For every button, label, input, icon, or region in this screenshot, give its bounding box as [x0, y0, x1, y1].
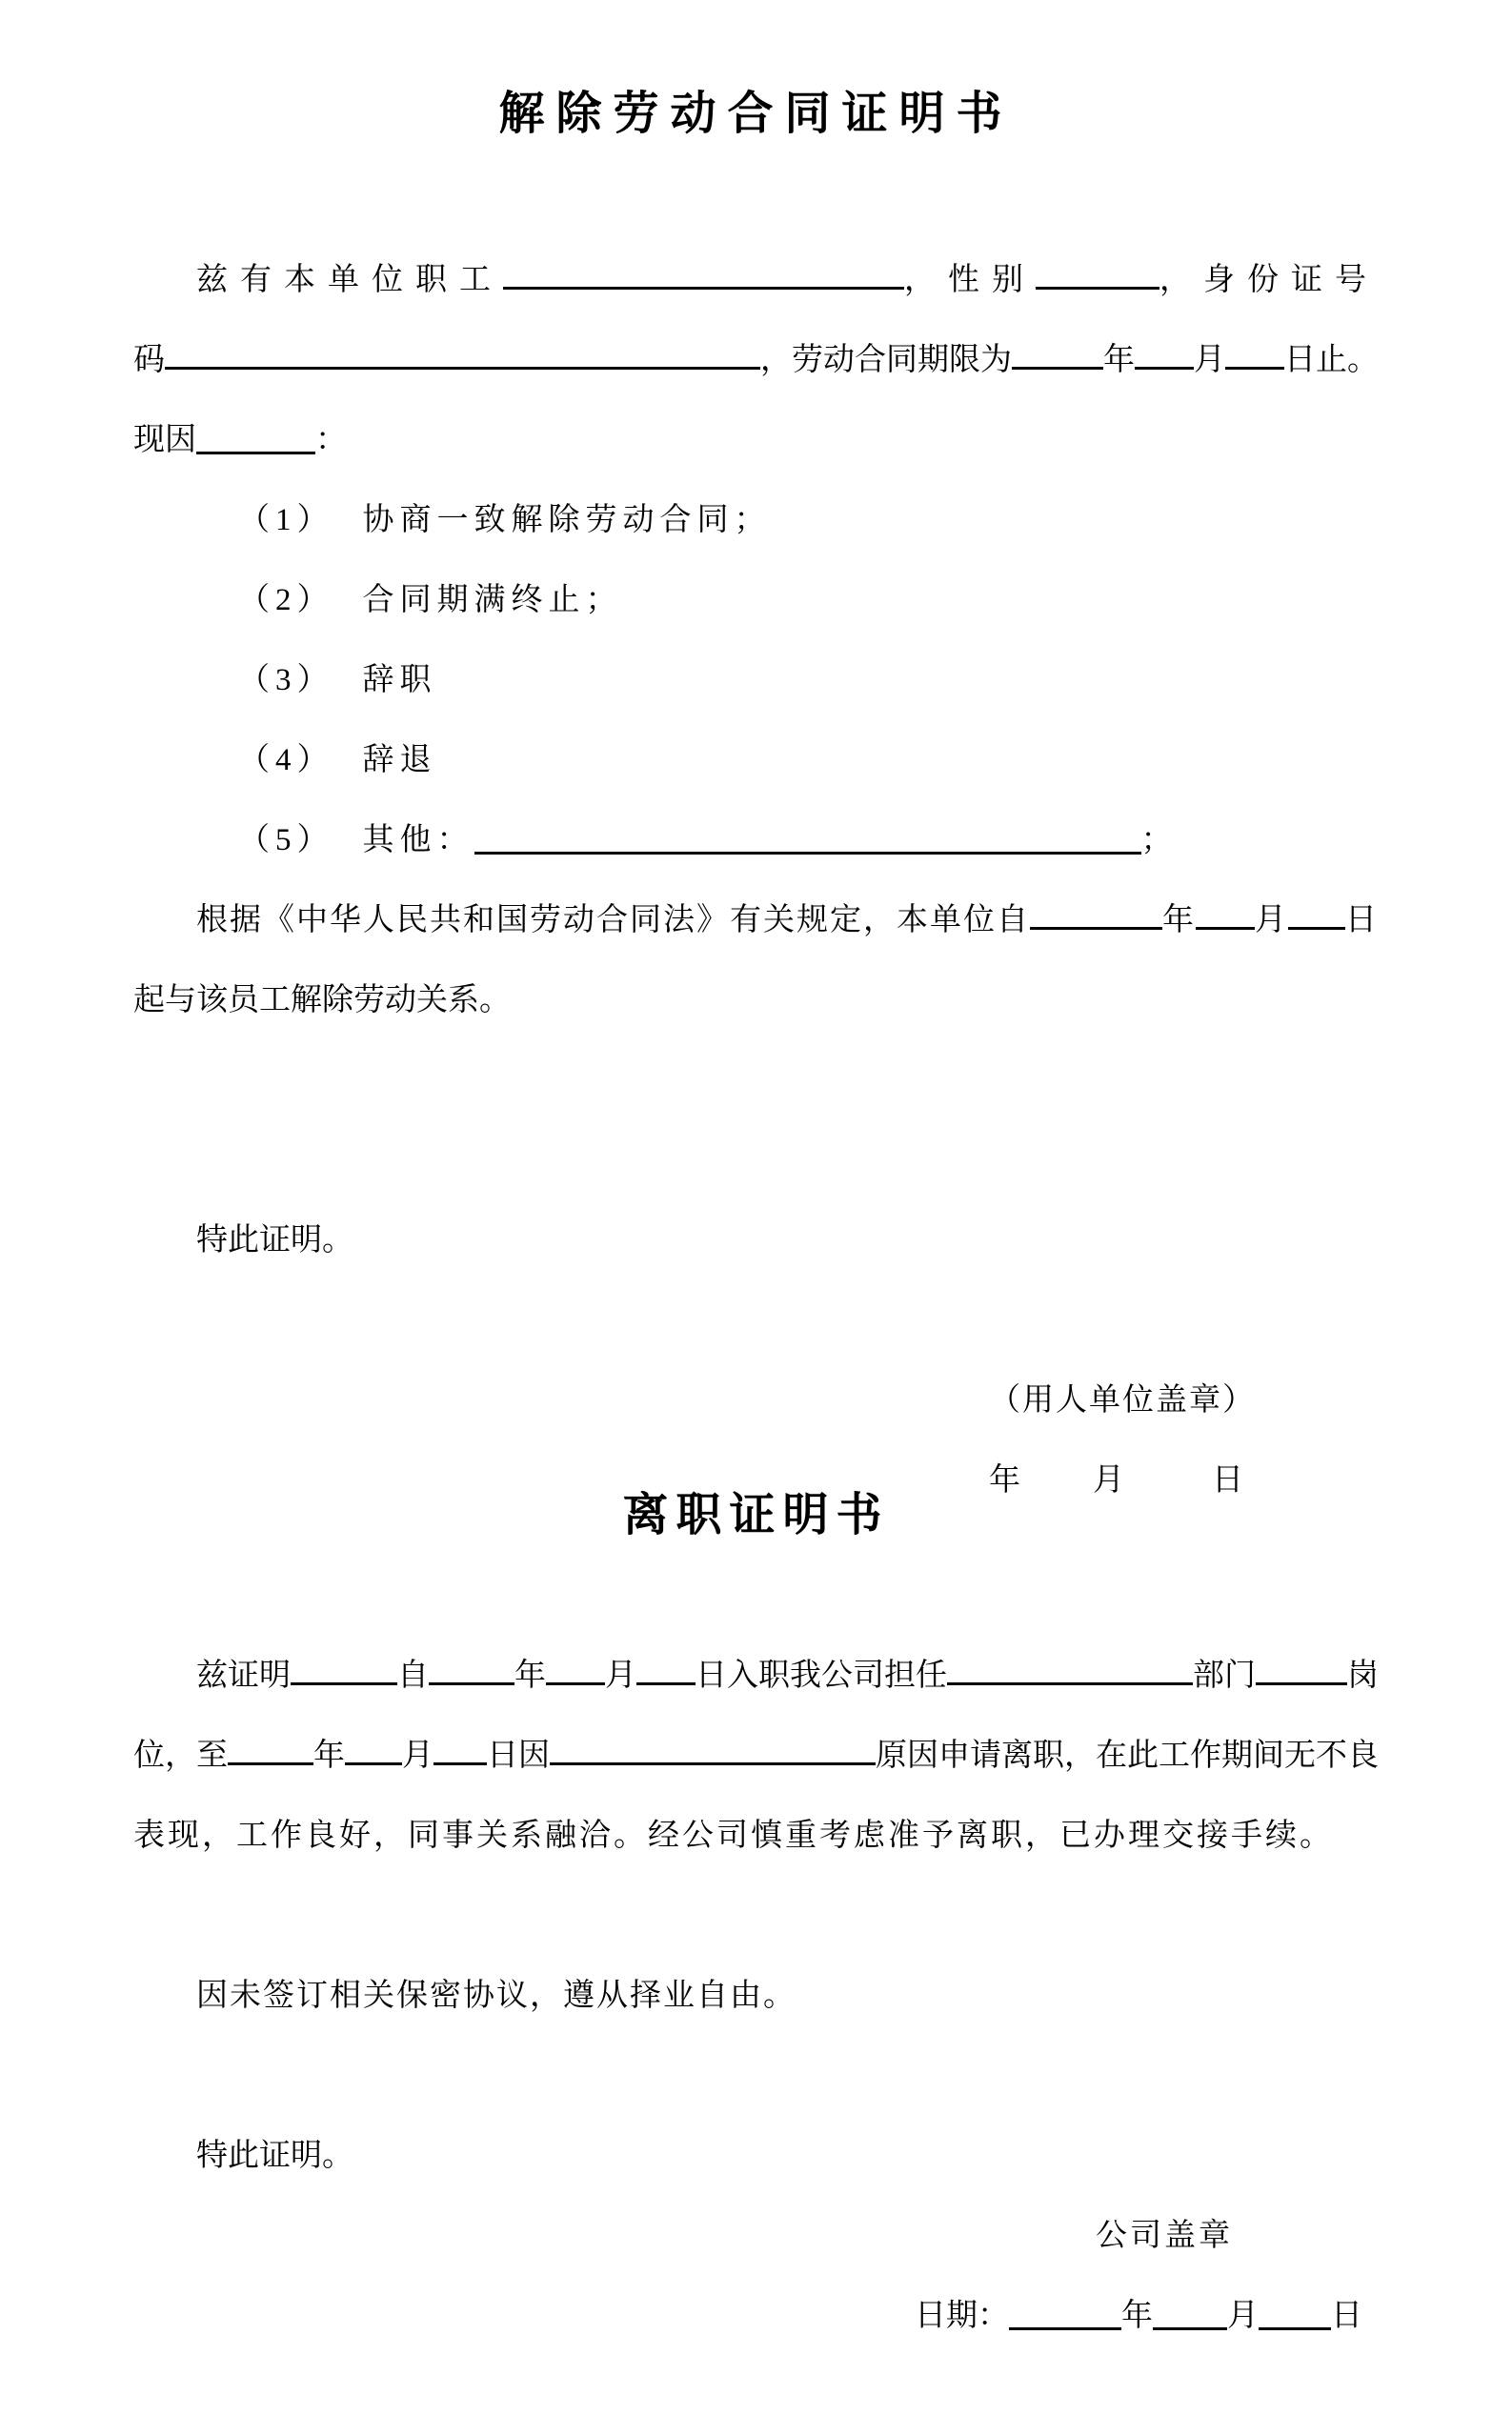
blank-underline-field [1288, 927, 1345, 930]
date-line [133, 2276, 1379, 2356]
blank-underline-field [1135, 367, 1194, 370]
text-segment: 日因 [487, 1739, 550, 1773]
blank-underline-field [429, 1682, 514, 1685]
blank-underline-field [1196, 927, 1255, 930]
spacer [334, 689, 363, 690]
text-segment: 月 [1227, 2299, 1259, 2333]
text-segment: 辞职 [362, 663, 437, 697]
text-segment: ，劳动合同期限为 [760, 343, 1012, 377]
text-segment: 根据《中华人民共和国劳动合同法》有关规定，本单位自 [196, 903, 1030, 937]
text-segment: 岗 [1347, 1659, 1379, 1693]
text-segment: 位，至 [133, 1739, 228, 1773]
spacer [1020, 1489, 1093, 1490]
reason-intro-line [133, 400, 1379, 480]
confidentiality-line [133, 1956, 1379, 2036]
text-segment: 月 [1093, 1463, 1124, 1498]
reason-option-4 [133, 720, 1379, 800]
text-segment: （4） [238, 743, 334, 777]
text-segment: 自 [397, 1659, 429, 1693]
spacer [1124, 1489, 1212, 1490]
certify-statement-line-2 [133, 2116, 1379, 2196]
blank-underline-field [1009, 2327, 1121, 2330]
resignation-info-line-1 [133, 1636, 1379, 1716]
text-segment: 年 [1103, 343, 1135, 377]
text-segment: 月 [605, 1659, 636, 1693]
text-segment: 特此证明。 [196, 1223, 353, 1258]
resignation-info-line-3 [133, 1796, 1379, 1876]
blank-underline-field [345, 1762, 402, 1765]
blank-underline-field [228, 1762, 313, 1765]
spacer [334, 609, 363, 610]
text-segment: 辞退 [362, 743, 437, 777]
text-segment: 特此证明。 [196, 2139, 353, 2173]
legal-basis-line-1 [133, 880, 1379, 960]
text-segment: 月 [1194, 343, 1225, 377]
text-segment: 其他： [362, 823, 474, 857]
text-segment: 年 [514, 1659, 546, 1693]
text-segment: （2） [238, 583, 334, 617]
reason-option-5 [133, 800, 1379, 880]
text-segment: （5） [238, 823, 334, 857]
blank-underline-field [546, 1682, 605, 1685]
employee-info-line-2 [133, 320, 1379, 400]
text-segment: ，性别 [904, 263, 1036, 297]
text-segment: 年 [1162, 903, 1196, 937]
text-segment: （1） [238, 503, 334, 537]
resignation-info-line-2 [133, 1716, 1379, 1796]
resignation-certificate-title: 离职证明书 [622, 1490, 890, 1540]
text-segment: 日止。 [1284, 343, 1379, 377]
blank-underline-field [291, 1682, 397, 1685]
blank-underline-field [1153, 2327, 1227, 2330]
text-segment: 起与该员工解除劳动关系。 [133, 983, 511, 1017]
text-segment: 部门 [1193, 1659, 1256, 1693]
text-segment: 合同期满终止； [362, 583, 623, 617]
text-segment: 现因 [133, 423, 196, 457]
spacer [334, 769, 363, 770]
text-segment: 兹有本单位职工 [196, 263, 503, 297]
blank-underline-field [196, 452, 315, 454]
text-segment: 协商一致解除劳动合同； [362, 503, 772, 537]
certify-statement-line [133, 1200, 1379, 1280]
blank-underline-field [1030, 927, 1162, 930]
text-segment: 年 [313, 1739, 345, 1773]
blank-underline-field [550, 1762, 876, 1765]
reason-option-3 [133, 640, 1379, 720]
blank-underline-field [636, 1682, 696, 1685]
employer-seal-line [133, 1360, 1379, 1440]
text-segment: ，身份证号 [1159, 263, 1379, 297]
spacer [334, 849, 363, 850]
blank-underline-field [503, 287, 904, 290]
text-segment: 码 [133, 343, 165, 377]
blank-underline-field [1225, 367, 1284, 370]
text-segment: 年 [989, 1463, 1020, 1498]
text-segment: 公司盖章 [1096, 2219, 1233, 2253]
text-segment: ： [315, 423, 347, 457]
text-segment: （3） [238, 663, 334, 697]
spacer [334, 529, 363, 530]
termination-certificate-title: 解除劳动合同证明书 [498, 89, 1014, 139]
text-segment: 月 [402, 1739, 433, 1773]
text-segment: 年 [1121, 2299, 1153, 2333]
legal-basis-line-2 [133, 960, 1379, 1040]
blank-underline-field [1012, 367, 1103, 370]
text-segment: 日入职我公司担任 [696, 1659, 947, 1693]
blank-underline-field [947, 1682, 1193, 1685]
text-segment: 日 [1331, 2299, 1362, 2333]
employee-info-line-1 [133, 240, 1379, 320]
blank-underline-field [433, 1762, 487, 1765]
text-segment: 日 [1345, 903, 1379, 937]
reason-option-1 [133, 480, 1379, 560]
text-segment: ； [1140, 823, 1179, 857]
text-segment: （用人单位盖章） [989, 1383, 1256, 1418]
text-segment: 月 [1255, 903, 1288, 937]
reason-option-2 [133, 560, 1379, 640]
blank-underline-field [1259, 2327, 1331, 2330]
text-segment: 因未签订相关保密协议，遵从择业自由。 [196, 1979, 796, 2013]
text-segment: 日期： [915, 2299, 1009, 2333]
blank-underline-field [1036, 287, 1159, 290]
text-segment: 原因申请离职，在此工作期间无不良 [876, 1739, 1379, 1773]
company-seal-line [133, 2196, 1379, 2276]
resignation-certificate-body [133, 1636, 1379, 2356]
blank-underline-field [1256, 1682, 1347, 1685]
text-segment: 日 [1212, 1463, 1243, 1498]
text-segment: 兹证明 [196, 1659, 291, 1693]
blank-underline-field [474, 852, 1141, 855]
blank-underline-field [165, 367, 760, 370]
text-segment: 表现，工作良好，同事关系融洽。经公司慎重考虑准予离职，已办理交接手续。 [133, 1819, 1334, 1853]
termination-certificate-body [133, 240, 1379, 1520]
